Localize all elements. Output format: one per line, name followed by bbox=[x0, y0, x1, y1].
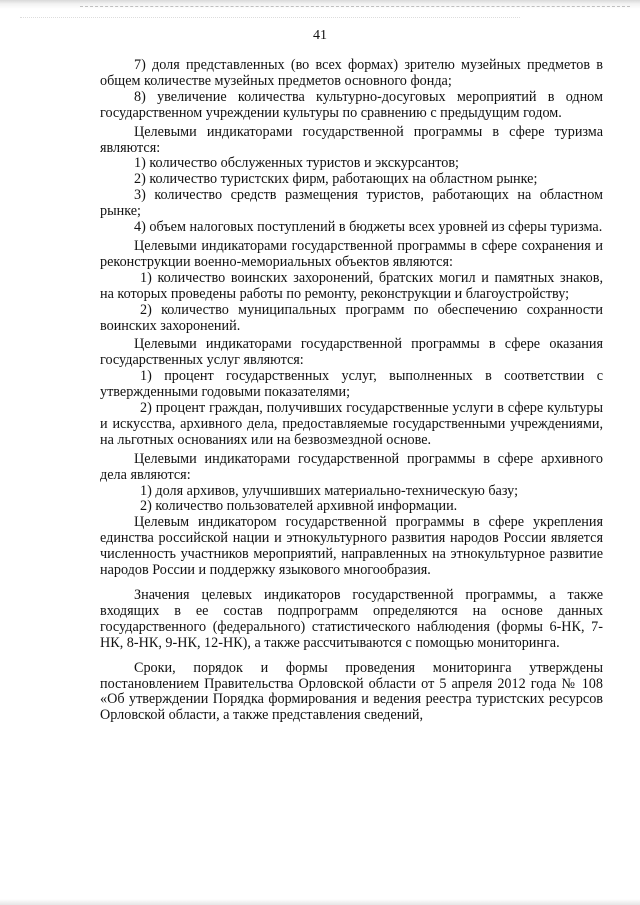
paragraph-archive-intro: Целевыми индикаторами государственной программы в сфере архивного дела являются: bbox=[100, 450, 603, 483]
paragraph-memorial-intro: Целевыми индикаторами государственной программы в сфере сохранения и реконструкции военно-мемориальных объектов являются: bbox=[100, 237, 603, 270]
document-body bbox=[100, 58, 603, 724]
scan-artifact-line bbox=[20, 17, 520, 19]
paragraph-nation-unity: Целевым индикатором государственной программы в сфере укрепления единства российской нации и этнокультурного развития народов России является численность участников мероприятий, направленных на этнокультурное развитие народов России и поддержку языкового многообразия. bbox=[100, 514, 603, 579]
paragraph-indicator-8: 8) увеличение количества культурно-досуговых мероприятий в одном государственном учреждении культуры по сравнению с предыдущим годом. bbox=[100, 88, 603, 121]
paragraph-memorial-1: 1) количество воинских захоронений, братских могил и памятных знаков, на которых проведены работы по ремонту, реконструкции и благоустройству; bbox=[100, 269, 603, 302]
paragraph-indicator-values: Значения целевых индикаторов государственной программы, а также входящих в ее состав подпрограмм определяются на основе данных государственного (федерального) статистического наблюдения (формы 6-НК, 7-НК, 8-НК, 9-НК, 12-НК), а также рассчитываются с помощью мониторинга. bbox=[100, 587, 603, 651]
paragraph-tourism-3: 3) количество средств размещения туристов, работающих на областном рынке; bbox=[100, 187, 603, 220]
paragraph-indicator-7: 7) доля представленных (во всех формах) зрителю музейных предметов в общем количестве музейных предметов основного фонда; bbox=[100, 57, 603, 89]
paragraph-tourism-4: 4) объем налоговых поступлений в бюджеты всех уровней из сферы туризма. bbox=[134, 219, 603, 236]
scan-artifact-line bbox=[80, 6, 630, 8]
paragraph-archive-1: 1) доля архивов, улучшивших материально-техническую базу; bbox=[140, 482, 519, 499]
paragraph-archive-2: 2) количество пользователей архивной информации. bbox=[140, 498, 458, 515]
paragraph-monitoring: Сроки, порядок и формы проведения мониторинга утверждены постановлением Правительства Орловской области от 5 апреля 2012 года № 108 «Об утверждении Порядка формирования и ведения реестра туристских ресурсов Орловской области, а также представления сведений, bbox=[100, 659, 603, 724]
paragraph-tourism-intro: Целевыми индикаторами государственной программы в сфере туризма являются: bbox=[100, 123, 603, 156]
paragraph-services-1: 1) процент государственных услуг, выполненных в соответствии с утвержденными годовыми показателями; bbox=[100, 368, 603, 401]
paragraph-tourism-1: 1) количество обслуженных туристов и экскурсантов; bbox=[134, 155, 460, 172]
paragraph-tourism-2: 2) количество туристских фирм, работающих на областном рынке; bbox=[134, 171, 538, 188]
paragraph-services-intro: Целевыми индикаторами государственной программы в сфере оказания государственных услуг являются: bbox=[100, 336, 603, 369]
page-number: 41 bbox=[313, 28, 327, 43]
scan-edge-bottom bbox=[0, 899, 640, 905]
paragraph-memorial-2: 2) количество муниципальных программ по обеспечению сохранности воинских захоронений. bbox=[100, 301, 603, 334]
paragraph-services-2: 2) процент граждан, получивших государственные услуги в сфере культуры и искусства, архивного дела, предоставляемые государственными учреждениями, на льготных основаниях или на безвозмездной основе. bbox=[100, 400, 603, 448]
